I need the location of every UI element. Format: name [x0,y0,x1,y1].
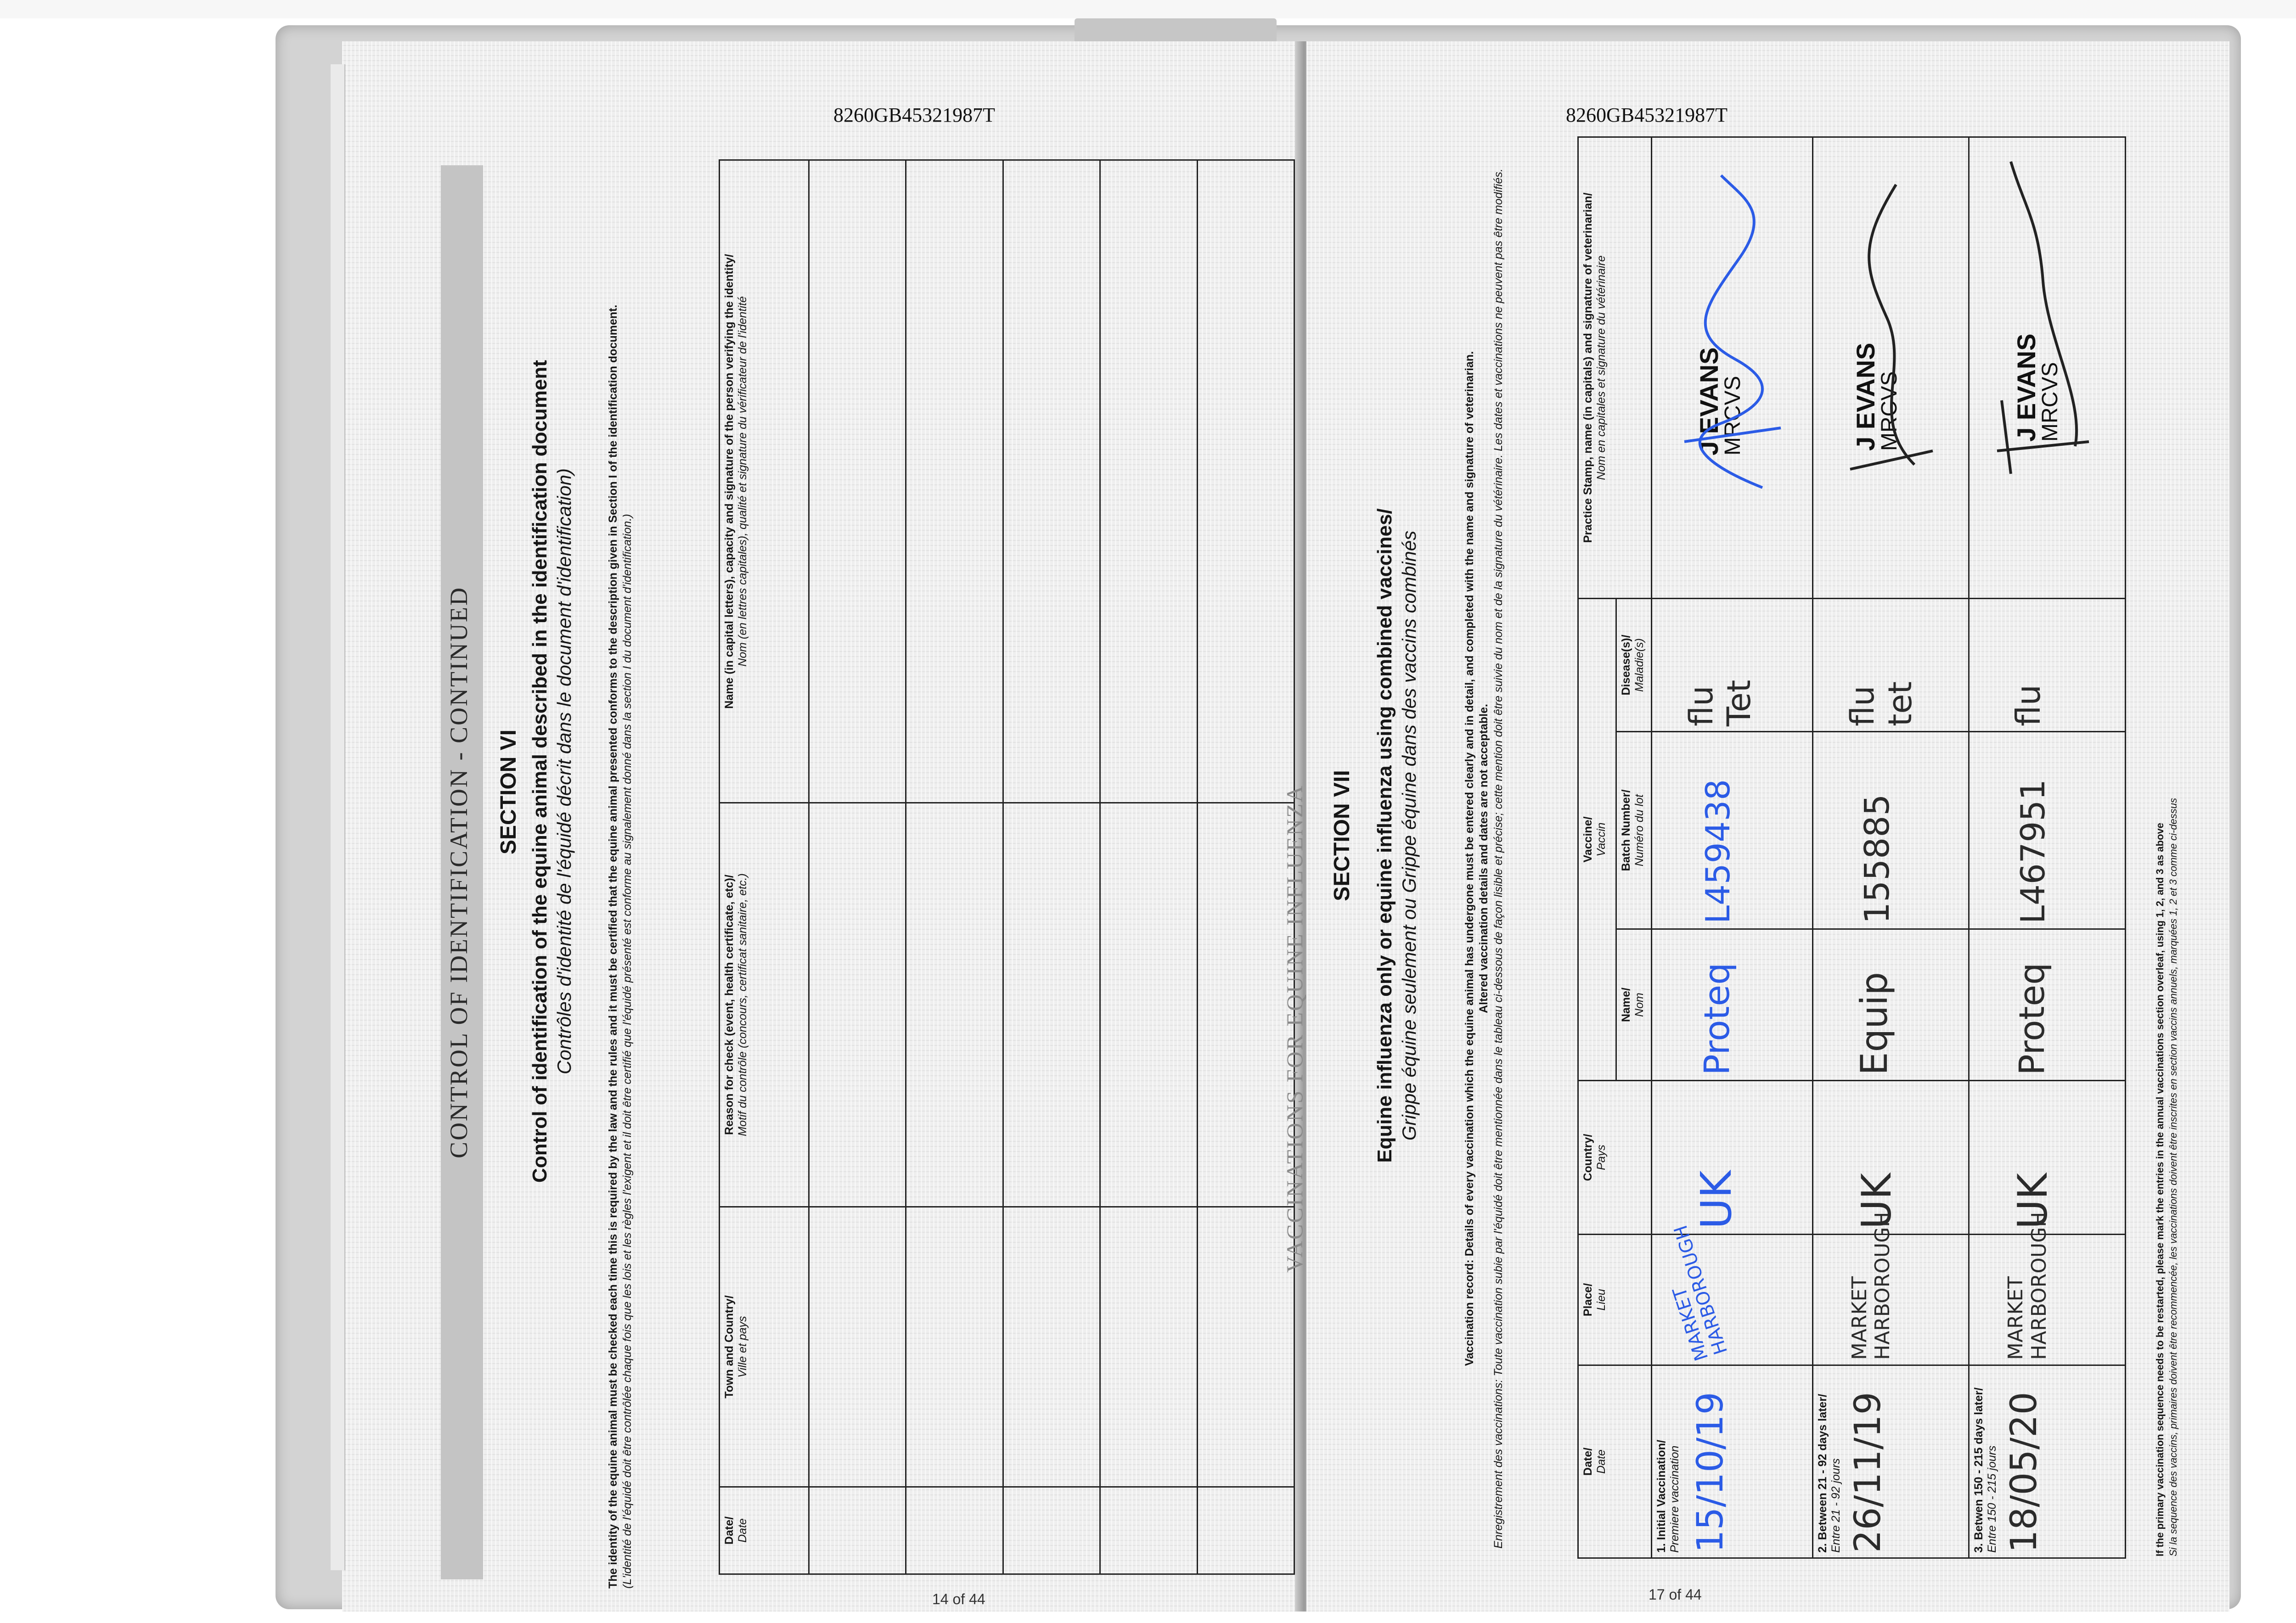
cell[interactable] [906,1487,1003,1574]
cell[interactable] [1100,1487,1197,1574]
section7-record-fr: Enregistrement des vaccinations: Toute vaccination subie par l'équidé doit être mentionnée dans le tableau ci-dessous de façon lisible et précise; cette mention doit être suivie du nom et de la signature du vétérinaire. Les dates et vaccinations ne peuvent pas être modifiés. [1491,168,1505,1549]
section6-intro-fr: (L'identité de l'équidé doit être contrôlée chaque fois que les lois et les règles l'exigent et il doit être certifié que l'équidé présenté est conforme au signalement donné dans la section I du document d'identification.) [621,514,634,1589]
col-date [1578,1365,1652,1558]
section6-title-fr: Contrôles d'identité de l'équidé décrit dans le document d'identification) [553,468,575,1074]
vet-name: J EVANS [2012,333,2041,442]
col-batch-fr: Numéro du lot [1632,794,1646,867]
col-place-fr: Lieu [1595,1289,1608,1311]
cell[interactable] [906,803,1003,1207]
country-cell[interactable] [1812,1081,1969,1235]
section6-intro-en: The identity of the equine animal must be checked each time this is required by the law and the rules and it must be certified that the equine animal presented conforms to the description given in Section I of the identification document. [607,304,619,1589]
section7-title-fr-row [1397,216,1422,1455]
col-disease-fr: Maladie(s) [1632,638,1646,692]
disease: flu tet [1843,681,1919,726]
vaccination-date: 18/05/20 [2003,1392,2045,1553]
vet-qualification: MRCVS [1877,371,1902,451]
section7-faded-banner: VACCINATIONS FOR EQUINE INFLUENZA [1282,784,1307,1273]
batch-cell[interactable] [1651,732,1812,929]
col-batch-en: Batch Number/ [1619,789,1632,871]
col-date-fr: Date [736,1518,749,1543]
section6-table [719,159,1295,1575]
cell[interactable] [809,803,906,1207]
vaccination-date: 26/11/19 [1847,1392,1889,1553]
col-name-en: Name (in capital letters), capacity and signature of the person verifying the identity/ [723,254,736,709]
vet-qualification: MRCVS [2038,362,2063,442]
section7-footnote [2154,138,2180,1556]
vet-name: J EVANS [1851,343,1880,451]
batch-number: L467951 [2014,779,2053,924]
section6-col-reason [720,803,809,1207]
col-name-fr: Nom (en lettres capitales), qualité et signature du vérificateur de l'identité [736,296,749,667]
col-name-fr: Nom [1632,993,1646,1017]
vaccination-country: UK [1691,1170,1741,1229]
col-batch [1616,732,1651,929]
cell[interactable] [906,160,1003,803]
page-number-left: 14 of 44 [932,1591,985,1607]
vaccination-place: MARKET HARBOROUGH [2004,1212,2051,1360]
col-date-fr: Date [1595,1449,1608,1474]
vet-cell[interactable] [1651,137,1812,598]
col-name [1616,929,1651,1081]
disease-cell[interactable] [1651,598,1812,731]
cell[interactable] [1003,160,1100,803]
row-label-fr: Entre 150 - 215 jours [1986,1445,1999,1553]
section6-title-en: Control of identification of the equine animal described in the identification document [529,360,551,1183]
cell[interactable] [1003,803,1100,1207]
vet-cell[interactable] [1812,137,1969,598]
section6-label: SECTION VI [496,729,521,855]
country-cell[interactable] [1969,1081,2126,1235]
col-vet-fr: Nom en capitales et signature du vétérinaire [1595,255,1608,480]
section6-header-row [720,160,809,1574]
cell[interactable] [809,160,906,803]
vaccination-place: MARKET HARBOROUGH [1669,1222,1732,1364]
section7-record-text [1463,142,1506,1575]
page-number-right: 17 of 44 [1649,1586,1702,1603]
col-town-en: Town and Country/ [723,1295,736,1398]
section7-table-wrap [1577,138,2126,1559]
cell[interactable] [1197,803,1294,1207]
batch-number: 155885 [1857,794,1897,924]
section6-col-date [720,1487,809,1574]
vet-cell[interactable] [1969,137,2126,598]
batch-number: L459438 [1698,779,1737,924]
col-vaccine [1578,598,1616,1080]
place-cell[interactable] [1969,1212,2126,1365]
vet-qualification: MRCVS [1720,376,1745,455]
col-date-en: Date/ [723,1516,736,1545]
footnote-fr: Si la sequence des vaccins, primaires doivent être recommencée, les vaccinations doivent être inscrites en section vaccins annuels, marquées 1, 2 et 3 comme ci-dessus [2167,797,2179,1556]
vaccination-row [1969,137,2126,1558]
section6-title-fr-row [552,174,577,1368]
cell[interactable] [1100,1207,1197,1487]
section6-row [1100,160,1197,1574]
row-label-en: 3. Betwen 150 - 215 days later/ [1972,1387,1986,1553]
cell[interactable] [809,1487,906,1574]
vet-signature [1832,162,1942,483]
col-vaccine-fr: Vaccin [1595,822,1608,857]
vaccination-country: UK [1852,1173,1900,1229]
section6-heading-block [496,218,521,1366]
disease: flu Tet [1682,680,1758,726]
col-vaccine-en: Vaccine/ [1581,816,1594,863]
vaccine-name-cell[interactable] [1651,929,1812,1081]
cell[interactable] [1003,1207,1100,1487]
col-town-fr: Ville et pays [736,1316,749,1378]
section6-title-block [528,174,577,1368]
row-label-fr: Premiere vaccination [1668,1445,1681,1553]
vet-name: J EVANS [1694,347,1723,455]
row-label-en: 2. Between 21 - 92 days later/ [1816,1393,1829,1553]
vaccination-header-row-1 [1578,137,1616,1558]
footnote-en: If the primary vaccination sequence needs to be restarted, please mark the entries in the annual vaccinations section overleaf, using 1, 2, and 3 as above [2154,822,2166,1556]
cell[interactable] [1100,803,1197,1207]
section7-title-block [1373,216,1422,1455]
vaccination-country: UK [2009,1173,2057,1229]
col-vet-en: Practice Stamp, name (in capitals) and signature of veterinarian/ [1581,192,1594,543]
section7-title-en: Equine influenza only or equine influenza using combined vaccines/ [1373,508,1396,1163]
vet-signature [1666,166,1790,497]
col-place-en: Place/ [1581,1283,1594,1317]
col-disease [1616,598,1651,731]
disease: flu [2009,685,2048,726]
row-label-fr: Entre 21 - 92 jours [1829,1458,1842,1553]
country-cell[interactable] [1651,1081,1812,1235]
section6-row [1197,160,1294,1574]
cell[interactable] [1197,1207,1294,1487]
col-name-en: Name/ [1619,987,1632,1022]
section7-record-en2: Altered vaccination details and dates are not acceptable. [1477,704,1491,1013]
row-date-cell[interactable] [1651,1365,1812,1558]
col-vet [1578,137,1652,598]
row-label-en: 1. Initial Vaccination/ [1654,1440,1668,1553]
section6-row [1003,160,1100,1574]
col-country-en: Country/ [1581,1134,1594,1181]
vaccination-table [1577,136,2126,1559]
cell[interactable] [1003,1487,1100,1574]
place-cell[interactable] [1651,1222,1812,1365]
cell[interactable] [809,1207,906,1487]
page-stack-edge [331,64,345,1570]
vaccine-name: Proteq [2011,962,2053,1075]
section7-title-fr: Grippe équine seulement ou Grippe équine dans des vaccins combinés [1398,530,1420,1141]
vaccine-name: Equip [1852,972,1896,1075]
col-disease-en: Disease(s)/ [1619,635,1632,696]
vaccination-place: MARKET HARBOROUGH [1847,1212,1895,1360]
vaccine-name-cell[interactable] [1812,929,1969,1081]
section7-record-en: Vaccination record: Details of every vaccination which the equine animal has undergone must be entered clearly and in detail, and completed with the name and signature of veterinarian. [1463,351,1476,1366]
place-cell[interactable] [1812,1212,1969,1365]
cell[interactable] [906,1207,1003,1487]
document-number-right: 8260GB45321987T [1566,104,1728,126]
col-reason-en: Reason for check (event, health certificate, etc)/ [723,875,736,1135]
vaccine-name: Proteq [1696,962,1737,1075]
section6-banner: CONTROL OF IDENTIFICATION - CONTINUED [441,165,483,1579]
document-number-left: 8260GB45321987T [833,104,995,126]
vaccination-date: 15/10/19 [1689,1392,1731,1553]
batch-cell[interactable] [1812,732,1969,929]
col-place [1578,1235,1652,1365]
vaccine-name-cell[interactable] [1969,929,2126,1081]
cell[interactable] [1100,160,1197,803]
cell[interactable] [1197,1487,1294,1574]
section7-label: SECTION VII [1330,770,1354,901]
col-country-fr: Pays [1595,1145,1608,1170]
vet-signature [1983,152,2103,492]
disease-cell[interactable] [1969,598,2126,731]
section7-label-block [1329,308,1355,1364]
section6-col-town [720,1207,809,1487]
disease-cell[interactable] [1812,598,1969,731]
col-reason-fr: Motif du contrôle (concours, certificat sanitaire, etc.) [736,873,749,1136]
col-country [1578,1081,1652,1235]
vaccination-row [1812,137,1969,1558]
col-date-en: Date/ [1581,1447,1594,1476]
row-date-cell[interactable] [1812,1365,1969,1558]
scanner-background [0,0,2296,18]
section6-col-name [720,160,809,803]
batch-cell[interactable] [1969,732,2126,929]
row-date-cell[interactable] [1969,1365,2126,1558]
section6-intro [606,124,635,1589]
vaccination-row [1651,137,1812,1558]
cell[interactable] [1197,160,1294,803]
section6-row [809,160,906,1574]
section6-table-wrap [719,161,1295,1575]
section6-row [906,160,1003,1574]
